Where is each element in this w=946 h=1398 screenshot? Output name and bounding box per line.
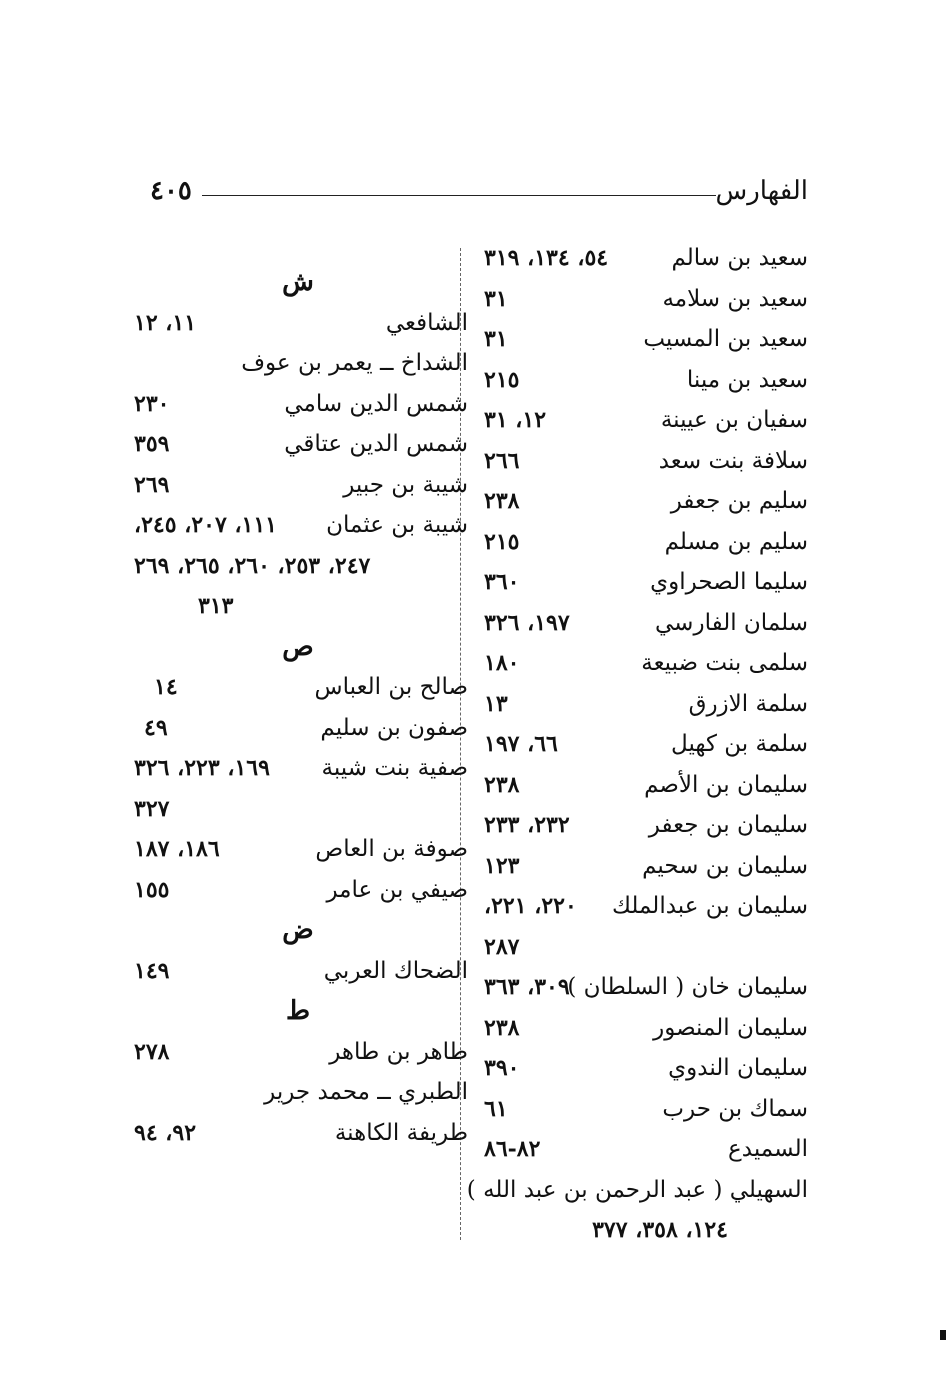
entry-pages: ٣٦٠ — [484, 569, 520, 595]
entry-name: طريفة الكاهنة — [334, 1119, 468, 1146]
entry-pages: ٢٣٨ — [484, 771, 520, 798]
entry-name: شيبة بن عثمان — [326, 512, 468, 538]
entry-name: سليمان بن سحيم — [642, 852, 808, 879]
index-entry — [472, 927, 808, 968]
entry-name: سليمان بن الأصم — [644, 771, 808, 798]
index-entry — [472, 562, 808, 603]
index-entry — [472, 1048, 808, 1089]
entry-name: الطبري ــ محمد جرير — [264, 1079, 468, 1105]
entry-pages: ٣١٣ — [198, 593, 234, 619]
index-entry — [128, 667, 468, 708]
entry-name: سليمان الندوي — [668, 1055, 808, 1081]
entry-pages: ٢١٥ — [484, 366, 520, 393]
entry-name: طاهر بن طاهر — [329, 1038, 468, 1065]
entry-pages: ١٩٧، ٣٢٦ — [484, 609, 570, 636]
index-entry — [472, 603, 808, 644]
entry-pages: ٣٩٠ — [484, 1055, 520, 1081]
entry-pages: ١٢٣ — [484, 852, 520, 879]
entry-name: سعيد بن سالم — [671, 245, 808, 271]
index-entry — [128, 708, 468, 749]
entry-pages: ١٢، ٣١ — [484, 407, 547, 433]
entry-name: سلمى بنت ضبيعة — [641, 650, 808, 676]
entry-pages: ٢١٥ — [484, 528, 520, 555]
entry-pages: ١٨٠ — [484, 650, 520, 676]
page-title: الفهارس — [715, 176, 808, 206]
index-entry — [472, 319, 808, 360]
section-letter: ص — [282, 631, 314, 662]
header-rule — [202, 195, 716, 196]
index-entry — [128, 1113, 468, 1154]
entry-name: شمس الدين عتاقي — [284, 431, 468, 457]
index-entry — [472, 1129, 808, 1170]
index-entry — [472, 441, 808, 482]
index-entry — [472, 522, 808, 563]
entry-pages: ١٤٩ — [134, 957, 170, 984]
entry-name: سلمان الفارسي — [655, 609, 808, 636]
index-entry — [128, 424, 468, 465]
index-entry — [128, 343, 468, 384]
entry-pages: ٢٣٨ — [484, 488, 520, 514]
entry-pages: ٥٤، ١٣٤، ٣١٩ — [484, 245, 609, 271]
entry-pages: ٦١ — [484, 1095, 508, 1122]
index-entry — [128, 829, 468, 870]
entry-pages: ١٢٤، ٣٥٨، ٣٧٧ — [592, 1217, 728, 1243]
index-entry — [472, 967, 808, 1008]
entry-name: شيبة بن جبير — [343, 471, 468, 498]
entry-name: سليم بن مسلم — [664, 528, 808, 555]
entry-pages: ٨٢-٨٦ — [484, 1136, 541, 1162]
entry-name: سفيان بن عيينة — [660, 407, 808, 433]
index-entry — [128, 1072, 468, 1113]
entry-pages: ٢٣٠ — [134, 390, 170, 417]
entry-name: الشداخ ــ يعمر بن عوف — [241, 350, 468, 376]
entry-name: سماك بن حرب — [662, 1095, 808, 1122]
entry-name: السهيلي ( عبد الرحمن بن عبد الله ) — [466, 1176, 808, 1203]
entry-name: سليمان خان ( السلطان ) — [567, 974, 808, 1000]
entry-pages: ٢٨٧ — [484, 933, 520, 960]
index-entry — [472, 400, 808, 441]
entry-name: سليمان بن جعفر — [648, 812, 808, 838]
entry-name: سلافة بنت سعد — [658, 447, 808, 474]
entry-name: الضحاك العربي — [323, 957, 468, 984]
entry-pages: ٤٩ — [144, 714, 168, 741]
entry-name: سعيد بن سلامه — [662, 285, 808, 312]
index-entry — [128, 870, 468, 911]
entry-name: الشافعي — [385, 309, 468, 336]
entry-name: صوفة بن العاص — [315, 836, 468, 862]
section-letter: ض — [282, 915, 314, 945]
index-entry — [466, 1170, 808, 1211]
index-entry — [472, 846, 808, 887]
index-entry — [472, 238, 808, 279]
section-letter: ش — [282, 267, 314, 297]
index-entry — [128, 505, 468, 546]
index-entry — [128, 748, 468, 789]
entry-name: صفون بن سليم — [320, 714, 468, 741]
entry-name: سلمة بن كهيل — [671, 731, 808, 757]
entry-pages: ٣٠٩، ٣٦٣ — [484, 974, 570, 1000]
entry-pages: ١٣ — [484, 690, 508, 717]
index-entry — [472, 1008, 808, 1049]
entry-pages: ٦٦، ١٩٧ — [484, 731, 558, 757]
entry-name: شمس الدين سامي — [284, 390, 468, 417]
entry-name: سعيد بن مينا — [686, 366, 808, 393]
index-entry — [472, 765, 808, 806]
entry-pages: ١٨٦، ١٨٧ — [134, 836, 220, 862]
section-letter: ط — [285, 996, 311, 1026]
entry-name: سليم بن جعفر — [670, 488, 808, 514]
entry-name: سعيد بن المسيب — [643, 326, 808, 352]
entry-pages: ١٥٥ — [134, 876, 170, 903]
entry-pages: ٢٣٢، ٢٣٣ — [484, 812, 570, 838]
entry-pages: ٢٦٦ — [484, 447, 520, 474]
index-entry — [472, 805, 808, 846]
index-entry — [472, 360, 808, 401]
index-entry — [472, 724, 808, 765]
entry-pages: ١١، ١٢ — [134, 309, 197, 336]
index-entry — [128, 546, 468, 587]
entry-pages: ٢٤٧، ٢٥٣، ٢٦٠، ٢٦٥، ٢٦٩ — [134, 552, 371, 579]
entry-name: سليمان المنصور — [653, 1014, 808, 1041]
index-entry — [472, 481, 808, 522]
index-column-left — [128, 262, 468, 1153]
entry-pages: ٣٢٧ — [134, 795, 170, 822]
index-entry — [128, 951, 468, 992]
index-column-right — [466, 238, 808, 1251]
index-entry-continuation — [472, 1210, 808, 1251]
entry-pages: ٣١ — [484, 326, 508, 352]
index-entry — [472, 1089, 808, 1130]
entry-pages: ٩٢، ٩٤ — [134, 1119, 197, 1146]
index-entry — [472, 886, 808, 927]
entry-name: سليمان بن عبدالملك — [612, 893, 808, 919]
index-entry — [472, 684, 808, 725]
page-header — [140, 176, 808, 220]
entry-pages: ١٦٩، ٢٢٣، ٣٢٦ — [134, 755, 270, 781]
entry-pages: ٢٧٨ — [134, 1038, 170, 1065]
entry-pages: ١٤ — [154, 674, 178, 700]
entry-name: صفية بنت شيبة — [321, 755, 468, 781]
index-entry — [128, 384, 468, 425]
index-entry — [128, 789, 468, 830]
index-entry — [128, 465, 468, 506]
entry-name: سليما الصحراوي — [650, 569, 808, 595]
entry-name: سلمة الازرق — [688, 690, 808, 717]
entry-pages: ٢٣٨ — [484, 1014, 520, 1041]
entry-name: صيفي بن عامر — [326, 876, 468, 903]
entry-pages: ٢٦٩ — [134, 471, 170, 498]
entry-name: السميدع — [728, 1136, 808, 1162]
index-entry — [128, 586, 468, 627]
index-entry — [128, 303, 468, 344]
entry-pages: ٣٥٩ — [134, 431, 170, 457]
entry-pages: ٢٢٠، ٢٢١، — [484, 893, 577, 919]
index-entry — [128, 1032, 468, 1073]
index-entry — [472, 643, 808, 684]
index-entry — [472, 279, 808, 320]
edge-mark — [940, 1330, 946, 1340]
entry-pages: ٣١ — [484, 285, 508, 312]
entry-name: صالح بن العباس — [314, 674, 468, 700]
entry-pages: ١١١، ٢٠٧، ٢٤٥، — [134, 512, 277, 538]
page-number: ٤٠٥ — [150, 176, 192, 206]
